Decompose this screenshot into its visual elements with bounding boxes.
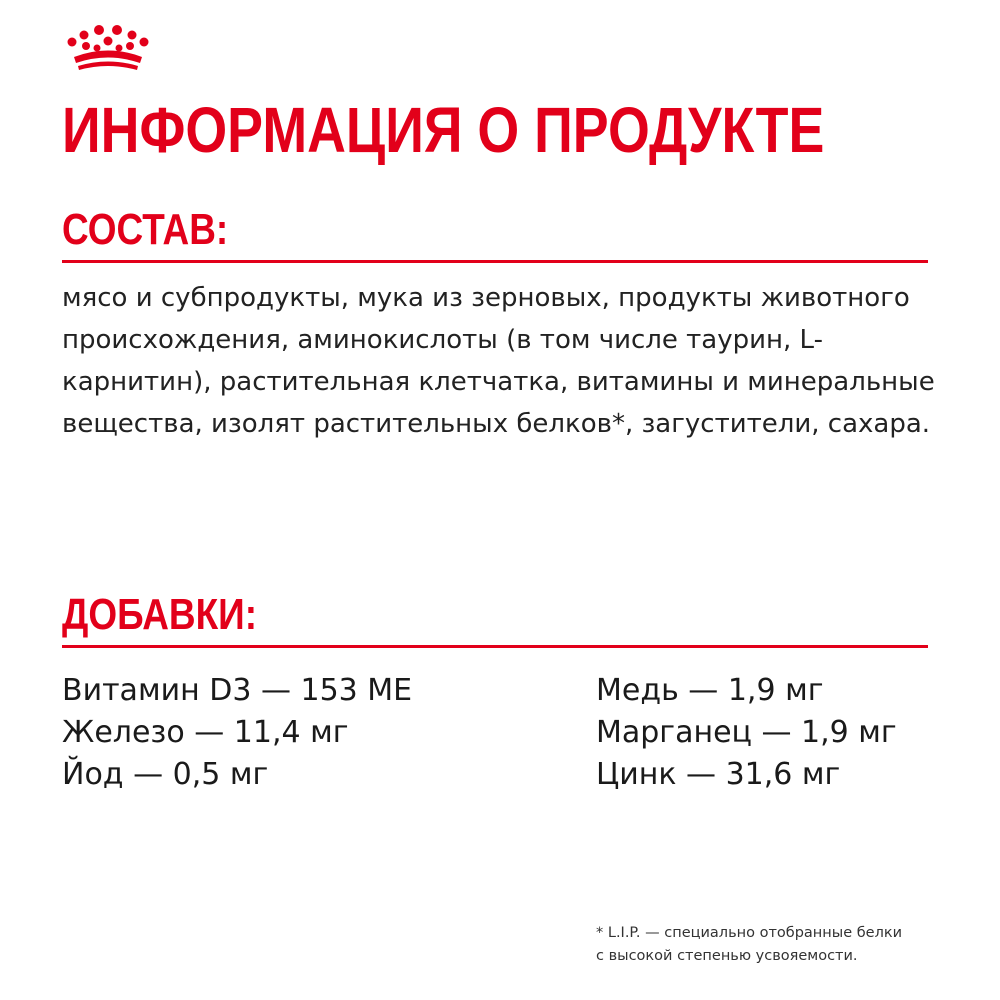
footnote-line-2: с высокой степенью усвояемости.: [596, 948, 858, 964]
page-title: ИНФОРМАЦИЯ О ПРОДУКТЕ: [62, 94, 825, 166]
additives-list-left: [62, 670, 412, 796]
royal-canin-crown-icon: [62, 24, 154, 72]
additive-item-vitamin-d3: Витамин D3 — 153 МЕ: [62, 673, 413, 708]
additives-heading: ДОБАВКИ:: [62, 590, 258, 639]
additive-item-manganese: Марганец — 1,9 мг: [596, 715, 897, 750]
footnote-line-1: * L.I.P. — специально отобранные белки: [596, 925, 903, 941]
additives-list-right: [596, 670, 897, 796]
additives-divider: [62, 645, 928, 648]
additive-item-zinc: Цинк — 31,6 мг: [596, 757, 841, 792]
additive-item-iron: Железо — 11,4 мг: [62, 715, 349, 750]
additive-item-copper: Медь — 1,9 мг: [596, 673, 824, 708]
composition-divider: [62, 260, 928, 263]
additive-item-iodine: Йод — 0,5 мг: [62, 757, 269, 792]
composition-text: мясо и субпродукты, мука из зерновых, продукты животного происхождения, аминокислоты (в том числе таурин, L-карнитин), растительная клетчатка, витамины и минеральные вещества, изолят растительных белков*, загустители, сахара.: [62, 283, 935, 439]
footnote: [596, 922, 956, 968]
composition-heading: СОСТАВ:: [62, 205, 229, 254]
